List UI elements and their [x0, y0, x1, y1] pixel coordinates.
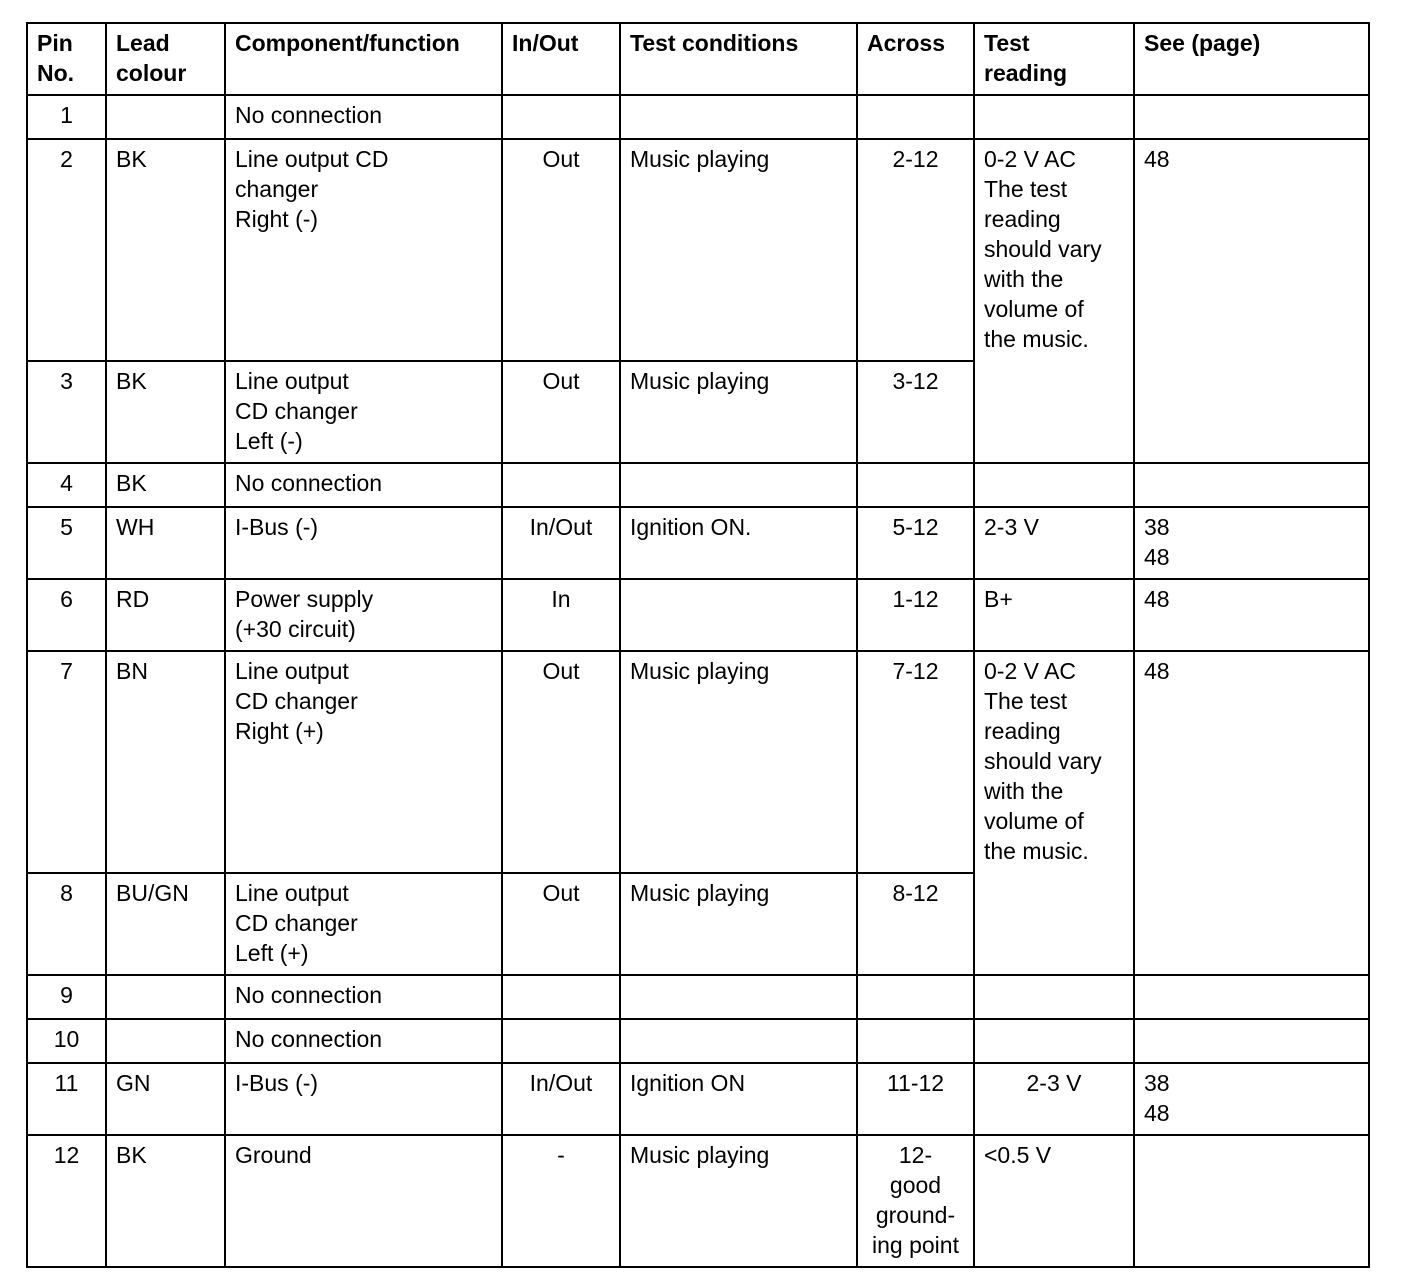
see-page-cell: 38 48 — [1134, 507, 1369, 579]
table-row — [27, 507, 1369, 579]
across-cell — [857, 975, 974, 1019]
see-page-cell — [1134, 463, 1369, 507]
component-cell: No connection — [225, 975, 502, 1019]
see-page-cell: 48 — [1134, 651, 1369, 975]
pin-number-cell: 2 — [27, 139, 106, 361]
header-test-conditions: Test conditions — [620, 23, 857, 95]
in-out-cell: Out — [502, 139, 620, 361]
test-conditions-cell: Music playing — [620, 873, 857, 975]
in-out-cell: - — [502, 1135, 620, 1267]
across-cell: 11-12 — [857, 1063, 974, 1135]
lead-colour-cell: BK — [106, 1135, 225, 1267]
component-cell: Line output CD changer Right (-) — [225, 139, 502, 361]
header-pin-no: Pin No. — [27, 23, 106, 95]
table-header-row — [27, 23, 1369, 95]
across-cell: 3-12 — [857, 361, 974, 463]
header-across: Across — [857, 23, 974, 95]
pin-number-cell: 10 — [27, 1019, 106, 1063]
pin-number-cell: 12 — [27, 1135, 106, 1267]
component-cell: Line output CD changer Left (-) — [225, 361, 502, 463]
test-reading-cell: 2-3 V — [974, 507, 1134, 579]
pin-number-cell: 7 — [27, 651, 106, 873]
across-cell — [857, 463, 974, 507]
test-conditions-cell — [620, 975, 857, 1019]
lead-colour-cell: BK — [106, 361, 225, 463]
header-see-page: See (page) — [1134, 23, 1369, 95]
see-page-cell — [1134, 975, 1369, 1019]
table-row — [27, 1019, 1369, 1063]
test-reading-cell: 2-3 V — [974, 1063, 1134, 1135]
test-conditions-cell: Ignition ON. — [620, 507, 857, 579]
header-component-function: Component/function — [225, 23, 502, 95]
pin-number-cell: 1 — [27, 95, 106, 139]
test-conditions-cell — [620, 579, 857, 651]
test-conditions-cell: Music playing — [620, 1135, 857, 1267]
pin-number-cell: 3 — [27, 361, 106, 463]
see-page-cell: 48 — [1134, 579, 1369, 651]
lead-colour-cell: BK — [106, 139, 225, 361]
table-row — [27, 651, 1369, 873]
header-lead-colour: Lead colour — [106, 23, 225, 95]
in-out-cell: In — [502, 579, 620, 651]
lead-colour-cell — [106, 95, 225, 139]
header-test-reading: Test reading — [974, 23, 1134, 95]
pin-number-cell: 9 — [27, 975, 106, 1019]
table-row — [27, 1063, 1369, 1135]
in-out-cell — [502, 95, 620, 139]
lead-colour-cell: BK — [106, 463, 225, 507]
component-cell: No connection — [225, 1019, 502, 1063]
test-conditions-cell — [620, 1019, 857, 1063]
component-cell: Power supply (+30 circuit) — [225, 579, 502, 651]
in-out-cell — [502, 463, 620, 507]
lead-colour-cell — [106, 975, 225, 1019]
pin-number-cell: 4 — [27, 463, 106, 507]
see-page-cell — [1134, 1019, 1369, 1063]
across-cell: 1-12 — [857, 579, 974, 651]
component-cell: Line output CD changer Left (+) — [225, 873, 502, 975]
test-reading-cell: B+ — [974, 579, 1134, 651]
pin-number-cell: 5 — [27, 507, 106, 579]
pin-number-cell: 11 — [27, 1063, 106, 1135]
across-cell: 5-12 — [857, 507, 974, 579]
lead-colour-cell: RD — [106, 579, 225, 651]
in-out-cell: In/Out — [502, 507, 620, 579]
test-reading-cell: 0-2 V AC The test reading should vary with the volume of the music. — [974, 651, 1134, 975]
across-cell: 7-12 — [857, 651, 974, 873]
see-page-cell — [1134, 95, 1369, 139]
across-cell: 8-12 — [857, 873, 974, 975]
across-cell: 12- good ground- ing point — [857, 1135, 974, 1267]
lead-colour-cell: BN — [106, 651, 225, 873]
header-in-out: In/Out — [502, 23, 620, 95]
component-cell: I-Bus (-) — [225, 507, 502, 579]
test-conditions-cell: Music playing — [620, 139, 857, 361]
in-out-cell: Out — [502, 651, 620, 873]
table-row — [27, 975, 1369, 1019]
table-row — [27, 139, 1369, 361]
test-conditions-cell: Music playing — [620, 651, 857, 873]
in-out-cell: In/Out — [502, 1063, 620, 1135]
test-conditions-cell: Ignition ON — [620, 1063, 857, 1135]
component-cell: No connection — [225, 463, 502, 507]
lead-colour-cell: WH — [106, 507, 225, 579]
test-reading-cell: <0.5 V — [974, 1135, 1134, 1267]
see-page-cell: 38 48 — [1134, 1063, 1369, 1135]
across-cell — [857, 1019, 974, 1063]
lead-colour-cell: GN — [106, 1063, 225, 1135]
pin-table-page — [26, 22, 1370, 1268]
test-reading-cell — [974, 95, 1134, 139]
component-cell: Ground — [225, 1135, 502, 1267]
in-out-cell: Out — [502, 873, 620, 975]
across-cell — [857, 95, 974, 139]
component-cell: No connection — [225, 95, 502, 139]
in-out-cell — [502, 975, 620, 1019]
test-reading-cell — [974, 1019, 1134, 1063]
table-row — [27, 463, 1369, 507]
in-out-cell: Out — [502, 361, 620, 463]
see-page-cell — [1134, 1135, 1369, 1267]
pin-assignment-table — [26, 22, 1370, 1268]
in-out-cell — [502, 1019, 620, 1063]
lead-colour-cell — [106, 1019, 225, 1063]
table-row — [27, 1135, 1369, 1267]
component-cell: I-Bus (-) — [225, 1063, 502, 1135]
see-page-cell: 48 — [1134, 139, 1369, 463]
pin-number-cell: 8 — [27, 873, 106, 975]
component-cell: Line output CD changer Right (+) — [225, 651, 502, 873]
across-cell: 2-12 — [857, 139, 974, 361]
table-row — [27, 579, 1369, 651]
test-conditions-cell — [620, 463, 857, 507]
test-reading-cell: 0-2 V AC The test reading should vary with the volume of the music. — [974, 139, 1134, 463]
test-conditions-cell: Music playing — [620, 361, 857, 463]
test-conditions-cell — [620, 95, 857, 139]
test-reading-cell — [974, 463, 1134, 507]
table-row — [27, 95, 1369, 139]
pin-number-cell: 6 — [27, 579, 106, 651]
test-reading-cell — [974, 975, 1134, 1019]
lead-colour-cell: BU/GN — [106, 873, 225, 975]
